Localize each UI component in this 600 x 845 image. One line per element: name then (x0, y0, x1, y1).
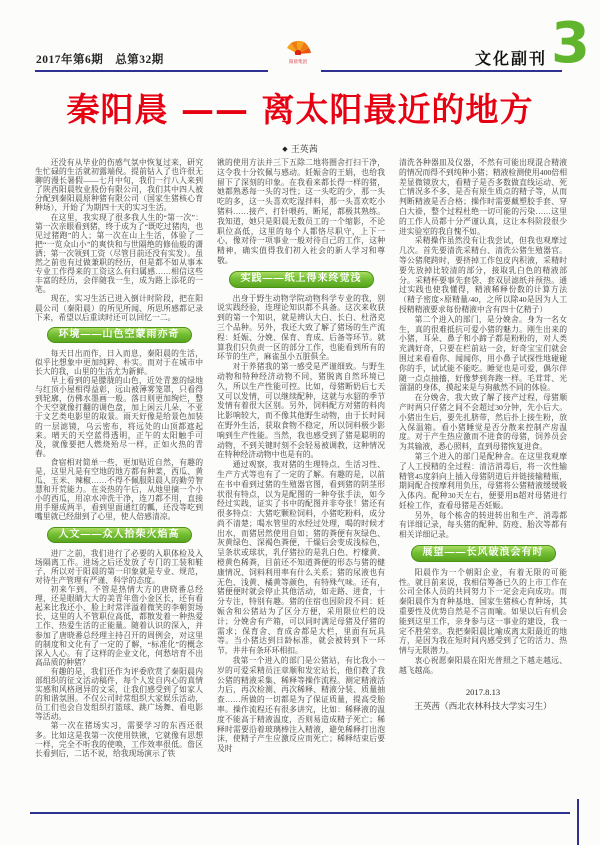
paragraph: 出身于野生动物学院动物科学专业的我，别说实践经验，连理论知识都不具备。这次来收获到的第一个知识，就是辨认大白、长白、杜洛克三个品种。另外，我还大致了解了猪场的生产流程：妊娠、分娩、保育、育成、后备等环节。就算我们只负责一区的部分工作，也能看到所有的环节的生产，麻雀虽小五脏俱全。 (217, 293, 385, 362)
publisher-logo (280, 40, 316, 65)
logo-text: 阳晨集团 (288, 59, 307, 65)
article-column-3 (399, 158, 567, 814)
paragraph: 对于养猪我的第一感受是严谨细致。与野生动物和特种经济动物不同，猪脱离自然环境已久，所以生产性能可控。比如，母猪断奶后七天又可以发情，可以继续配种，这就与水貂的季节发情有着很大区别。另外，饲料配方对猪的料肉比影响较大，而不像其他野生动物，由于长时间在野外生活，获取食物不稳定，所以饲料极少影响到生产性能。当然，我也感受到了猪是聪明的动物，不到关键时刻不会轻易被调教，这种情况在特种经济动物中也是有的。 (217, 362, 385, 460)
sunburst-logo-icon (285, 42, 311, 59)
paragraph: 在分娩舍，我大致了解了接产过程，母猪顺产时两只仔猪之间不会超过30分钟，先小后大。小猪出生后，要先扎脐带，然后扑上接生粉，放入保温箱。看小猪睡觉是否分散来控制产房温度。对于产生热应激而不进食的母猪，饲养员会为其输液，悉心照料，直到母猪恢复进食。 (399, 393, 567, 452)
paragraph: 清洗各种器皿及仪器，不然有可能出现混合精液的情况而得不到纯种小猪；精液检测使用400倍相差显微镜放大，看精子是否多数做直线运动、死亡情况多不多、是否有原生质点的精子等，从而判断精液是否合格；操作时需要戴塑胶手套、穿白大褂，整个过程杜绝一切可能的污染……这里的工作人员都十分严谨认真，这让本科阶段很少进实验室的我自愧不如。 (399, 158, 567, 236)
paragraph: 第一次在猪场实习，需要学习的东西还很多。比如这是我第一次使用铁锹，它就像有思想一样，完全不听我的使唤，工作效率很低。詹区长看到后，二话不说，给我现场演示了铁 (35, 721, 203, 758)
article-column-1 (35, 158, 203, 814)
footer-rule (30, 812, 570, 814)
masthead-rule-right (321, 70, 562, 72)
section-header-practice: 实践——纸上得来终觉浅 (229, 271, 374, 288)
issue-info: 2017年第6期 总第32期 (36, 54, 164, 66)
masthead-rule-left (35, 70, 268, 72)
paragraph: 初来乍到，不管是热情大方的唐晓番总经理，还是眼睛大大的美青年詹小金区长，还有看起来比我还小、脸上时常洋溢着微笑的李朝贺场长，这里的人不管职位高低，都散发着一种热爱工作、热爱生活的正能量。随着认识的深入，并参加了唐晓番总经理主持召开的周例会，对这里的制度和文化有了一定的了解，“标准化”的概念深入人心。有了这样的企业文化，何愁培育不出高品质的种猪？ (35, 585, 203, 667)
paragraph: 采精操作虽然没有让我尝试，但我也观摩过几次。首先要清洗采精台、清洗公猪生殖器官。等公猪爬跨时，要挤掉工作包皮内积液，采精时要先放掉比较清的部分，接取乳白色的精液部分。采精杯要事先套袋、套双层滤纸并预热。通过实践也使我懂得，精液稀释份数的计算方法（精子密度×原精量/40，之所以除40是因为人工授精精液要求每份精液中含有四十亿精子） (399, 236, 567, 314)
paragraph: 第三个进入的部门是配种舍。在这里我观摩了人工授精的全过程：清洁消毒后，将一次性输精管45度斜向上插入母猪阴道后并链接输精瓶，期间配合按摩利用负压，母猪将公猪精液缓缓吸入体内。配种30天左右，便要用B超对母猪进行妊检工作，查看母猪是否妊娠。 (399, 451, 567, 510)
signature-block (399, 685, 567, 713)
paragraph: 通过观察，我对猪的生理特点、生活习性、生产方式等也有了一定的了解。有趣的是，以前在书中看到过猪的生殖器官图，看到猪的阴茎形状很有特点，以为是配图的一种夸张手法，如今经过实践，证实了书中的配图并非夸张！猪还有很多特点：大猪吃颗粒饲料，小猪吃粉料，成分尚不清楚；喝水管里的水经过处理，喝的时候才出水，而猪居然使用自如；猪的粪便有灰绿色、灰黄绿色、深褐色粪便，干燥后会变成浅棕色，呈条状或球状，乳仔猪拉的是乳白色、柠檬黄、橙黄色稀粪，目前还不知道粪便的形态与猪的健康情况、饲料利用率有什么关系；猪的尿液也有无色、浅黄、橘黄等颜色，有特殊气味。还有，猪便便时就会停止其他活动，如走路、进食，十分专注，特别有趣。猪的住宿也因阶段不同：妊娠舍和公猪站为了区分方便，采用限位栏的设计；分娩舍有产箱，可以同时满足母猪及仔猪的需求；保育舍、育成舍都是大栏，里面有玩具等。当小猪达到日龄标准，就会被转到下一环节，井井有条环环相扣。 (217, 460, 385, 656)
article-body (35, 158, 567, 814)
masthead (0, 0, 600, 80)
paragraph: 食宿相对简单一些，更加贴近自然，有趣的是，这里凡是有空地的地方都有种菜，西瓜、黄瓜、玉米、辣椒……不得不佩服阳晨人的勤劳智慧和开荒能力。在炎热的午后，从地里摘一个小小的西瓜，用凉水冲洗干净，连刀都不用，直接用手掰成两半，看到里面通红的瓤，还没等吃到嘴里就已经甜到了心里，使人倍感清凉。 (35, 457, 203, 522)
article-column-2 (217, 158, 385, 814)
paragraph: 锹的使用方法并三下五除二地将圈舍打扫干净，这令我十分钦佩与感动。妊娠舍的王娟，也给我留下了深刻的印象。在我看来都长得一样的猪，她都熟悉每一头的习性；这一头吃的少，那一头吃的多，这一头喜欢吃湿拌料，那一头喜欢吃小猪料……接产、打针喂药、断尾，都极其熟练。我知道，她只是阳晨无数员工的一个缩影，不论职位高低，这里的每个人都恪尽职守，上下一心，像对待一项事业一般对待自己的工作，这种精神，确实值得我们初入社会的新人学习和尊敬。 (217, 158, 385, 265)
paragraph: 早上看到的是朦胧的山色，近处青葱的绿地与红顶小屋相得益彰，远山被薄雾笼罩，只看得到轮廓，仿佛水墨画一般。落日则更加绚烂，整个天空就像打翻的调色盘，加上闲云几朵，不亚于文艺类电影里的取景。雨天好像是给景色加装的一层滤镜，乌云密布，将远处的山顶都遮起来。晴天的天空蓝得透明，正午的太阳触手可及，就像要把人燃烧殆尽一样，正如火热的青春。 (35, 376, 203, 458)
page-number: 3 (551, 11, 590, 76)
diamond-icon: ◆ (282, 145, 288, 153)
signature-date: 2017.8.13 (465, 686, 501, 697)
author-name: 王英茜 (290, 144, 318, 154)
section-title: 文化副刊 (474, 51, 547, 68)
section-header-outlook: 展望——长风破浪会有时 (411, 545, 556, 562)
paragraph: 还没有从毕业的伤感气氛中恢复过来，研究生忙碌的生活就初露端倪。提前钻入了也许很无聊的漫长暑假——七月中旬，我们一行八人来到了陕西阳晨牧业股份有限公司，我们其中四人被分配到秦阳晨原种猪有限公司（国家生猪核心育种场），开始了为期四十天的实习生活。 (35, 158, 203, 213)
paragraph: 有趣的是，我们还作为评委欣赏了秦阳晨内部组织的征文活动稿件，每个人发自内心的真情实感和风格迥异的文采，让我们感受到了如家人的和谐氛围。不仅公司时常组织大家娱乐活动，员工们也会自发组织打篮球、跳广场舞、看电影等活动。 (35, 666, 203, 722)
paragraph: 现在，实习生活已进入倒计时阶段，把在阳晨公司（秦阳晨）的所见所闻、所思所感都记录下来，希望以后重读时还可以回忆一二。 (35, 294, 203, 322)
paragraph: 阳晨作为一个朝阳企业，有着无限的可能性。就目前来说，我相信筹备已久的上市工作在公司全体人员的共同努力下一定会走向成功。而秦阳晨作为育种基地、国家生猪核心育种场，其重要性及优势自然是不言而喻。如果以后有机会能到这里工作，亲身参与这一事业的建设，我一定不胜荣幸。我把秦阳晨比喻成离太阳最近的地方，是因为我在短时间内感受到了它的活力、热情与无限潜力。 (399, 567, 567, 656)
byline (0, 142, 600, 155)
paragraph: 第二个进入的部门，是分娩舍。身为一名女生，真的很难抵抗可爱小猪的魅力。刚生出来的小猪，耳朵、鼻子和小蹄子都是粉粉的，对人类充满好奇，只要在栏前站一会，好奇宝宝们就会围过来看看你、闻闻你，用小鼻子试探性地碰碰你的手，试试能不能吃。睡觉也是可爱，偶尔伴随一点点抽搐，好像梦到奔跑一样。毛茸茸、光溜溜的身体，摸起来是与狗截然不同的体验。 (399, 314, 567, 393)
article-headline: 秦阳晨 —— 离太阳最近的地方 (66, 90, 534, 129)
section-header-environment: 环境——山色空蒙雨亦奇 (47, 327, 192, 343)
signature-byline: 王英茜（西北农林科技大学实习生） (414, 700, 552, 711)
paragraph: 我第一个进入的部门是公猪站，有比我小一岁的可爱采精员汪章顺和发宏站长，他们教了我公猪的精液采集、稀释等操作流程。测定精液活力后，再次检测、再次稀释、精液分装、质量抽查……所做的一切都是为了保证质量，提高受胎率。操作流程还有很多讲究，比如：稀释液的温度不能高于精液温度，否则易造成精子死亡；稀释时需要沿着玻璃棒注入精液，避免稀释打出泡沫，使精子产生应激反应而死亡；稀释结束后要及时 (217, 656, 385, 754)
footer-right-tick (577, 799, 579, 845)
paragraph: 在这里，我实现了很多我人生的“第一次”：第一次亲眼看到猪，终于成为了“既吃过猪肉，也见过猪跑”的人；第一次在山上生活，体验了一把“一览众山小”的爽快和与世隔绝的修仙般的潇洒；第一次领到工资（尽管目前还没有实发）。虽然之前也有过做兼职的经历，但是都不如从事本专业工作得来的工资这么有归属感……相信这些丰富的经历，会伴随我一生，成为路上添花的一笔。 (35, 212, 203, 295)
paragraph: 每天日出而作，日入而息，秦阳晨的生活，似乎比想象中更加纯粹、朴实。而对于在城市中长大的我，山里的生活尤为新鲜。 (35, 348, 203, 376)
section-header-humanity: 人文——众人拾柴火焰高 (47, 527, 192, 543)
paragraph: 衷心祝愿秦阳晨在阳光普照之下越走越远、越飞越高。 (399, 656, 567, 675)
paragraph: 进厂之前，我们进行了必要的入职体检及入场隔离工作。进场之后还发放了专门的工装和鞋子，所以对于阳晨的第一印象就是专业、规范，对待生产管理有严谨、科学的态度。 (35, 548, 203, 585)
paragraph: 另外，每个栋舍的转进转出和生产、消毒都有详细记录，每头猪的配种、防疫、胎次等都有相关详细记录。 (399, 510, 567, 540)
